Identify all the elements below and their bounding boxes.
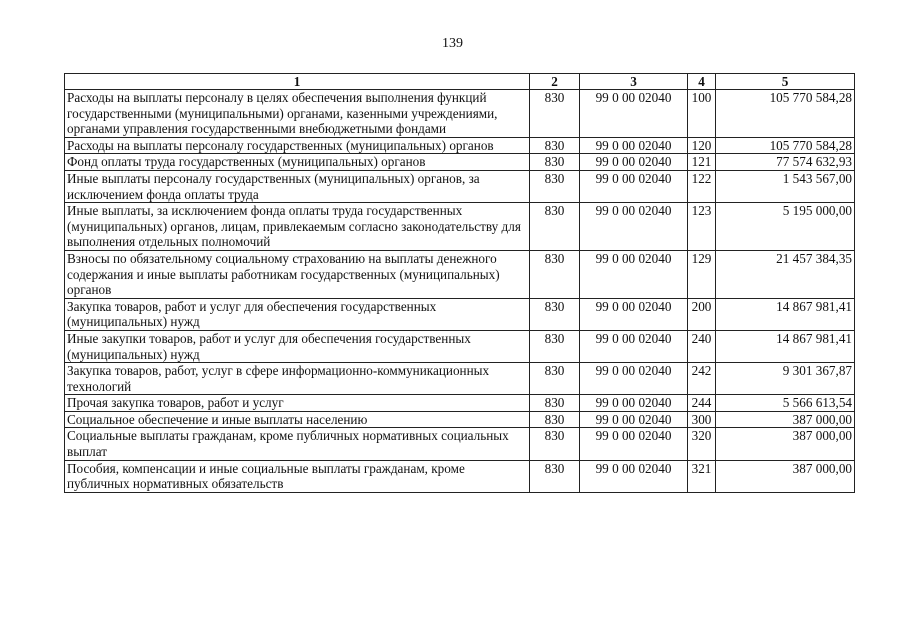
budget-table bbox=[64, 73, 855, 493]
table-row bbox=[65, 330, 855, 362]
row-name-cell: Прочая закупка товаров, работ и услуг bbox=[65, 395, 530, 412]
table-row bbox=[65, 363, 855, 395]
row-article-cell: 99 0 00 02040 bbox=[580, 137, 688, 154]
row-code-cell: 830 bbox=[530, 395, 580, 412]
column-header-4: 4 bbox=[688, 74, 716, 90]
row-amount-cell: 14 867 981,41 bbox=[716, 330, 855, 362]
row-amount-cell: 105 770 584,28 bbox=[716, 137, 855, 154]
row-type-cell: 200 bbox=[688, 298, 716, 330]
table-body bbox=[65, 90, 855, 493]
row-amount-cell: 77 574 632,93 bbox=[716, 154, 855, 171]
table-row bbox=[65, 411, 855, 428]
row-code-cell: 830 bbox=[530, 250, 580, 298]
table-row bbox=[65, 170, 855, 202]
row-amount-cell: 5 195 000,00 bbox=[716, 203, 855, 251]
row-code-cell: 830 bbox=[530, 203, 580, 251]
row-type-cell: 242 bbox=[688, 363, 716, 395]
row-article-cell: 99 0 00 02040 bbox=[580, 411, 688, 428]
row-name-cell: Закупка товаров, работ, услуг в сфере информационно-коммуникационных технологий bbox=[65, 363, 530, 395]
table-row bbox=[65, 250, 855, 298]
row-article-cell: 99 0 00 02040 bbox=[580, 298, 688, 330]
row-article-cell: 99 0 00 02040 bbox=[580, 250, 688, 298]
row-article-cell: 99 0 00 02040 bbox=[580, 170, 688, 202]
row-name-cell: Социальное обеспечение и иные выплаты населению bbox=[65, 411, 530, 428]
row-code-cell: 830 bbox=[530, 170, 580, 202]
row-name-cell: Расходы на выплаты персоналу государственных (муниципальных) органов bbox=[65, 137, 530, 154]
row-name-cell: Иные закупки товаров, работ и услуг для обеспечения государственных (муниципальных) нужд bbox=[65, 330, 530, 362]
row-amount-cell: 14 867 981,41 bbox=[716, 298, 855, 330]
table-row bbox=[65, 90, 855, 138]
row-amount-cell: 9 301 367,87 bbox=[716, 363, 855, 395]
row-article-cell: 99 0 00 02040 bbox=[580, 395, 688, 412]
row-amount-cell: 21 457 384,35 bbox=[716, 250, 855, 298]
row-code-cell: 830 bbox=[530, 411, 580, 428]
table-row bbox=[65, 154, 855, 171]
row-code-cell: 830 bbox=[530, 90, 580, 138]
row-name-cell: Иные выплаты персоналу государственных (муниципальных) органов, за исключением фонда оплаты труда bbox=[65, 170, 530, 202]
row-code-cell: 830 bbox=[530, 154, 580, 171]
row-name-cell: Расходы на выплаты персоналу в целях обеспечения выполнения функций государственными (муниципальными) органами, казенными учреждениями, органами управления государственными внебюджетными фондами bbox=[65, 90, 530, 138]
row-article-cell: 99 0 00 02040 bbox=[580, 90, 688, 138]
row-article-cell: 99 0 00 02040 bbox=[580, 154, 688, 171]
header-row bbox=[65, 74, 855, 90]
row-type-cell: 244 bbox=[688, 395, 716, 412]
row-name-cell: Закупка товаров, работ и услуг для обеспечения государственных (муниципальных) нужд bbox=[65, 298, 530, 330]
table-row bbox=[65, 203, 855, 251]
row-code-cell: 830 bbox=[530, 428, 580, 460]
row-type-cell: 240 bbox=[688, 330, 716, 362]
row-type-cell: 100 bbox=[688, 90, 716, 138]
row-article-cell: 99 0 00 02040 bbox=[580, 363, 688, 395]
column-header-3: 3 bbox=[580, 74, 688, 90]
row-name-cell: Фонд оплаты труда государственных (муниципальных) органов bbox=[65, 154, 530, 171]
row-article-cell: 99 0 00 02040 bbox=[580, 460, 688, 492]
row-article-cell: 99 0 00 02040 bbox=[580, 203, 688, 251]
table-row bbox=[65, 395, 855, 412]
row-type-cell: 320 bbox=[688, 428, 716, 460]
table-row bbox=[65, 460, 855, 492]
row-article-cell: 99 0 00 02040 bbox=[580, 428, 688, 460]
row-name-cell: Взносы по обязательному социальному страхованию на выплаты денежного содержания и иные выплаты работникам государственных (муниципальных) органов bbox=[65, 250, 530, 298]
row-amount-cell: 387 000,00 bbox=[716, 428, 855, 460]
row-code-cell: 830 bbox=[530, 298, 580, 330]
row-type-cell: 122 bbox=[688, 170, 716, 202]
table-header bbox=[65, 74, 855, 90]
column-header-5: 5 bbox=[716, 74, 855, 90]
column-header-1: 1 bbox=[65, 74, 530, 90]
row-amount-cell: 387 000,00 bbox=[716, 460, 855, 492]
row-type-cell: 123 bbox=[688, 203, 716, 251]
table-row bbox=[65, 428, 855, 460]
row-type-cell: 129 bbox=[688, 250, 716, 298]
row-type-cell: 121 bbox=[688, 154, 716, 171]
row-name-cell: Пособия, компенсации и иные социальные выплаты гражданам, кроме публичных нормативных обязательств bbox=[65, 460, 530, 492]
row-code-cell: 830 bbox=[530, 460, 580, 492]
row-name-cell: Иные выплаты, за исключением фонда оплаты труда государственных (муниципальных) органов, лицам, привлекаемым согласно законодательству для выполнения отдельных полномочий bbox=[65, 203, 530, 251]
row-type-cell: 321 bbox=[688, 460, 716, 492]
column-header-2: 2 bbox=[530, 74, 580, 90]
row-amount-cell: 387 000,00 bbox=[716, 411, 855, 428]
row-code-cell: 830 bbox=[530, 330, 580, 362]
row-amount-cell: 5 566 613,54 bbox=[716, 395, 855, 412]
row-amount-cell: 1 543 567,00 bbox=[716, 170, 855, 202]
row-amount-cell: 105 770 584,28 bbox=[716, 90, 855, 138]
row-code-cell: 830 bbox=[530, 363, 580, 395]
table-row bbox=[65, 137, 855, 154]
row-code-cell: 830 bbox=[530, 137, 580, 154]
row-type-cell: 120 bbox=[688, 137, 716, 154]
row-name-cell: Социальные выплаты гражданам, кроме публичных нормативных социальных выплат bbox=[65, 428, 530, 460]
row-article-cell: 99 0 00 02040 bbox=[580, 330, 688, 362]
table-row bbox=[65, 298, 855, 330]
page-number: 139 bbox=[442, 36, 463, 51]
row-type-cell: 300 bbox=[688, 411, 716, 428]
